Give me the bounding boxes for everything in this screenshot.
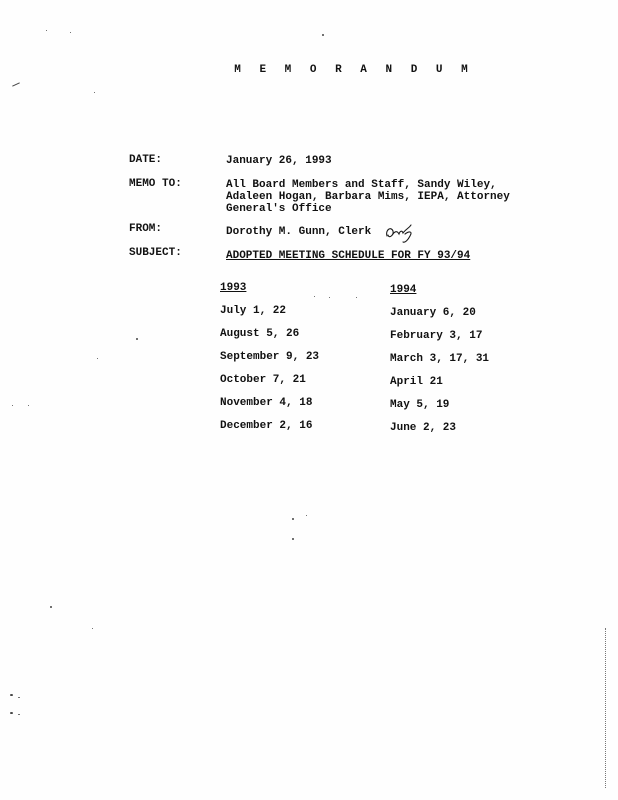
date-label: DATE: xyxy=(129,154,163,166)
meeting-date: August 5, 26 xyxy=(220,328,300,340)
schedule-column-1993 xyxy=(220,282,319,443)
scan-speck xyxy=(10,694,13,696)
scan-speck xyxy=(18,714,20,715)
meeting-date: January 6, 20 xyxy=(390,307,476,319)
scan-speck xyxy=(322,34,324,36)
meeting-date: March 3, 17, 31 xyxy=(390,353,490,365)
scan-speck xyxy=(94,92,95,93)
year-heading-1993: 1993 xyxy=(220,282,247,294)
scan-speck xyxy=(92,628,93,629)
scan-speck xyxy=(329,297,330,298)
year-heading-1994: 1994 xyxy=(390,284,417,296)
scan-speck xyxy=(97,358,98,359)
scan-speck xyxy=(46,30,47,31)
scan-speck xyxy=(292,538,294,540)
scan-speck xyxy=(12,405,13,406)
scan-speck xyxy=(50,606,52,608)
scan-speck xyxy=(10,712,13,714)
subject-label: SUBJECT: xyxy=(129,247,182,259)
scan-speck xyxy=(314,296,315,297)
scan-speck xyxy=(136,338,138,340)
memo-title: M E M O R A N D U M xyxy=(234,64,474,76)
scan-speck xyxy=(28,405,29,406)
meeting-date: June 2, 23 xyxy=(390,422,457,434)
meeting-date: December 2, 16 xyxy=(220,420,313,432)
from-value: Dorothy M. Gunn, Clerk xyxy=(226,226,372,238)
scan-speck xyxy=(306,515,307,516)
scan-speck xyxy=(70,32,71,33)
meeting-date: February 3, 17 xyxy=(390,330,483,342)
from-label: FROM: xyxy=(129,223,163,235)
scan-speck xyxy=(356,297,357,298)
scan-speck xyxy=(12,82,20,86)
subject-value: ADOPTED MEETING SCHEDULE FOR FY 93/94 xyxy=(226,250,471,262)
meeting-date: November 4, 18 xyxy=(220,397,313,409)
meeting-date: May 5, 19 xyxy=(390,399,450,411)
memo-to-value: All Board Members and Staff, Sandy Wiley, Adaleen Hogan, Barbara Mims, IEPA, Attorney General's Office xyxy=(226,179,510,215)
memo-to-label: MEMO TO: xyxy=(129,178,182,190)
scan-edge-line xyxy=(605,628,607,788)
meeting-date: July 1, 22 xyxy=(220,305,287,317)
meeting-date: October 7, 21 xyxy=(220,374,306,386)
meeting-date: April 21 xyxy=(390,376,443,388)
schedule-column-1994 xyxy=(390,284,489,445)
scan-speck xyxy=(18,697,20,698)
meeting-date: September 9, 23 xyxy=(220,351,320,363)
handwritten-initials xyxy=(383,222,417,244)
date-value: January 26, 1993 xyxy=(226,155,332,167)
scan-speck xyxy=(292,518,294,520)
